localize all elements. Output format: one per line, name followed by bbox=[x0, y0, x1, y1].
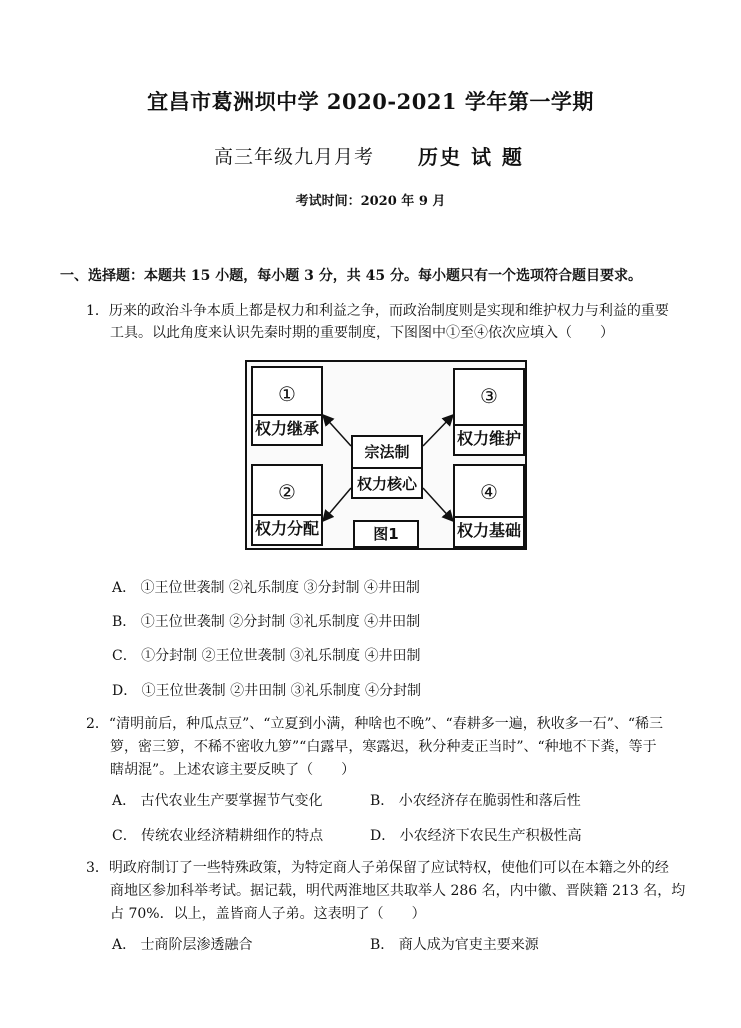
subject-title: 历史 试 题 bbox=[418, 145, 524, 169]
box4-label: 权力基础 bbox=[455, 516, 523, 546]
box1-label: 权力继承 bbox=[253, 414, 321, 444]
school-title: 宜昌市葛洲坝中学 2020-2021 学年第一学期 bbox=[147, 89, 594, 114]
center-top-label: 宗法制 bbox=[353, 437, 421, 469]
box4-number: ④ bbox=[480, 480, 498, 504]
power-diagram bbox=[245, 360, 527, 550]
diagram-box-3 bbox=[453, 368, 525, 456]
q1-option-b: B． ①王位世袭制 ②分封制 ③礼乐制度 ④井田制 bbox=[112, 614, 421, 630]
q2-line2: 箩，密三箩，不稀不密收九箩”“白露早，寒露迟，秋分种麦正当时”、“种地不下粪，等于 bbox=[110, 739, 657, 755]
box1-number: ① bbox=[278, 382, 296, 406]
q1-line2: 工具。以此角度来认识先秦时期的重要制度，下图图中①至④依次应填入（ ） bbox=[110, 325, 614, 341]
q3-line1: 3．明政府制订了一些特殊政策，为特定商人子弟保留了应试特权，使他们可以在本籍之外的经 bbox=[86, 860, 669, 876]
q2-line3: 瞎胡混”。上述农谚主要反映了（ ） bbox=[110, 762, 356, 778]
q1-option-c: C． ①分封制 ②王位世袭制 ③礼乐制度 ④井田制 bbox=[112, 648, 421, 664]
section-heading: 一、选择题：本题共 15 小题，每小题 3 分，共 45 分。每小题只有一个选项符合题目要求。 bbox=[60, 268, 642, 284]
q1-option-a: A． ①王位世袭制 ②礼乐制度 ③分封制 ④井田制 bbox=[112, 580, 420, 596]
exam-time: 考试时间：2020 年 9 月 bbox=[295, 194, 446, 209]
q3-line3: 占 70%．以上，盖皆商人子弟。这表明了（ ） bbox=[110, 906, 426, 922]
q3-line2: 商地区参加科举考试。据记载，明代两淮地区共取举人 286 名，内中徽、晋陕籍 213 名，均 bbox=[110, 883, 686, 899]
box2-label: 权力分配 bbox=[253, 514, 321, 544]
exam-subtitle: 高三年级九月月考 bbox=[214, 146, 375, 168]
figure-label: 图1 bbox=[353, 520, 419, 548]
q2-option-c: C． 传统农业经济精耕细作的特点 bbox=[112, 828, 324, 844]
q1-line1: 1．历来的政治斗争本质上都是权力和利益之争，而政治制度则是实现和维护权力与利益的重要 bbox=[86, 303, 669, 319]
q2-option-a: A． 古代农业生产要掌握节气变化 bbox=[112, 793, 323, 809]
q3-option-a: A． 士商阶层渗透融合 bbox=[112, 937, 253, 953]
box3-label: 权力维护 bbox=[455, 424, 523, 454]
q2-option-d: D． 小农经济下农民生产积极性高 bbox=[370, 828, 582, 844]
box2-number: ② bbox=[278, 480, 296, 504]
diagram-box-4 bbox=[453, 464, 525, 548]
diagram-center bbox=[351, 435, 423, 499]
q1-option-d: D． ①王位世袭制 ②井田制 ③礼乐制度 ④分封制 bbox=[112, 683, 422, 699]
box3-number: ③ bbox=[480, 384, 498, 408]
center-bottom-label: 权力核心 bbox=[356, 475, 417, 493]
q2-option-b: B． 小农经济存在脆弱性和落后性 bbox=[370, 793, 581, 809]
diagram-box-2 bbox=[251, 464, 323, 546]
q2-line1: 2．“清明前后，种瓜点豆”、“立夏到小满，种啥也不晚”、“春耕多一遍，秋收多一石”、“稀三 bbox=[86, 716, 664, 732]
diagram-box-1 bbox=[251, 366, 323, 446]
q3-option-b: B． 商人成为官吏主要来源 bbox=[370, 937, 539, 953]
